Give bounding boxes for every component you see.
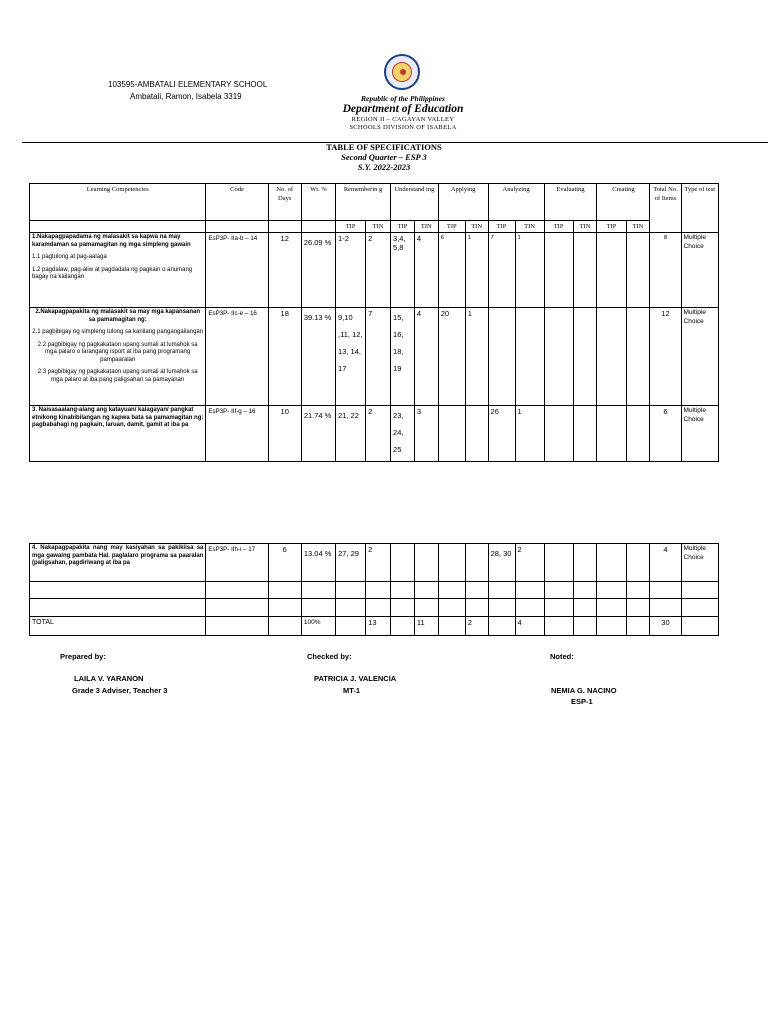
header-code: Code: [206, 184, 268, 221]
header-analyzing: Analyzing: [488, 184, 544, 221]
subheader-tin: TIN: [366, 221, 391, 233]
tos-table-upper: [29, 183, 719, 462]
noted-title: ESP-1: [571, 697, 593, 706]
subheader-tip: TIP: [336, 221, 366, 233]
days-cell: 18: [268, 308, 301, 406]
total-cell: 6: [650, 406, 681, 462]
total-applying: 2: [465, 617, 488, 636]
checked-name: PATRICIA J. VALENCIA: [314, 674, 397, 683]
table-row: [30, 406, 719, 462]
type-cell: Multiple Choice: [681, 233, 718, 308]
subheader-tin: TIN: [573, 221, 597, 233]
total-label: TOTAL: [30, 617, 206, 636]
competency-cell: [30, 308, 206, 406]
header-weight: Wt. %: [301, 184, 335, 221]
ana-tip-cell: 26: [488, 406, 515, 462]
subheader-tip: TIP: [544, 221, 573, 233]
rem-tip-cell: 1-2: [336, 233, 366, 308]
subheader-tip: TIP: [488, 221, 515, 233]
code-cell: EsP3P- IIa-b – 14: [206, 233, 268, 308]
subheader-tip: TIP: [391, 221, 415, 233]
table-row: [30, 544, 719, 582]
checked-label: Checked by:: [307, 652, 352, 661]
rem-tip-cell: 27, 29: [336, 544, 366, 582]
total-items: 30: [650, 617, 681, 636]
competency-sub: 1.2 pagdalaw, pag-aliw at pagdadala ng pagkain o anumang bagay na kailangan: [32, 266, 193, 280]
title-main: TABLE OF SPECIFICATIONS: [326, 142, 442, 152]
deped-header: [318, 54, 488, 132]
und-tin-cell: 4: [414, 233, 438, 308]
und-tip-cell: 23, 24, 25: [391, 406, 415, 462]
type-cell: Multiple Choice: [681, 308, 718, 406]
checked-title: MT-1: [343, 686, 361, 695]
header-creating: Creating: [597, 184, 650, 221]
prepared-label: Prepared by:: [60, 652, 106, 661]
weight-cell: 26.09 %: [301, 233, 335, 308]
rem-tin-cell: 2: [366, 544, 391, 582]
region-label: REGION II – CAGAYAN VALLEY: [351, 116, 455, 123]
document-title: [0, 142, 768, 172]
school-name: 103595-AMBATALI ELEMENTARY SCHOOL: [108, 80, 268, 89]
competency-cell: [30, 233, 206, 308]
total-weight: 100%: [301, 617, 335, 636]
subheader-tin: TIN: [465, 221, 488, 233]
header-days: No. of Days: [268, 184, 301, 221]
header-understanding: Understand ing: [391, 184, 439, 221]
type-cell: Multiple Choice: [681, 544, 718, 582]
days-cell: 12: [268, 233, 301, 308]
total-cell: 12: [650, 308, 681, 406]
school-address: Ambatali, Ramon, Isabela 3319: [130, 92, 242, 101]
und-tip-cell: 15, 16, 18, 19: [391, 308, 415, 406]
competency-text: 3. Naisasaalang-alang ang katayuan/ kalagayan/ pangkat etnikong kinabibilangan ng kapwa bata sa pamamagitan ng: pagbabahagi ng pagkain, laruan, damit, gamit at iba pa: [32, 407, 204, 428]
app-tin-cell: 1: [465, 308, 488, 406]
table-row: [30, 233, 719, 308]
table-row: [30, 308, 719, 406]
competency-sub: 1.1 pagtulong at pag-aalaga: [32, 254, 107, 260]
total-analyzing: 4: [515, 617, 544, 636]
app-tin-cell: 1: [465, 233, 488, 308]
table-row-empty: [30, 582, 719, 599]
app-tip-cell: 6: [438, 233, 465, 308]
competency-cell: [30, 544, 206, 582]
weight-cell: 39.13 %: [301, 308, 335, 406]
competency-text: 2.Nakapagpapakita ng malasakit sa may mga kapansanan sa pamamagitan ng:: [35, 309, 201, 323]
competency-sub: 2.2 pagbibigay ng pagkakataon upang sumali at lumahok sa mga palaro o larangang isport at iba pang programang pampaaralan: [37, 341, 198, 363]
school-header: [108, 79, 267, 103]
subheader-tip: TIP: [438, 221, 465, 233]
weight-cell: 13.04 %: [301, 544, 335, 582]
competency-text: 1.Nakapagpapadama ng malasakit sa kapwa na may karamdaman sa pamamagitan ng mga simpleng gawain: [32, 234, 191, 248]
und-tin-cell: 3: [414, 406, 438, 462]
noted-name: NEMIA G. NACINO: [551, 686, 617, 695]
subheader-tin: TIN: [626, 221, 650, 233]
ana-tip-cell: 28, 30: [488, 544, 515, 582]
subheader-tin: TIN: [414, 221, 438, 233]
table-row-empty: [30, 599, 719, 617]
days-cell: 10: [268, 406, 301, 462]
noted-label: Noted:: [550, 652, 574, 661]
header-evaluating: Evaluating: [544, 184, 597, 221]
competency-cell: [30, 406, 206, 462]
total-cell: 8: [650, 233, 681, 308]
und-tip-cell: 3,4, 5,8: [391, 233, 415, 308]
prepared-title: Grade 3 Adviser, Teacher 3: [72, 686, 168, 695]
header-applying: Applying: [438, 184, 488, 221]
tos-table-lower: [29, 543, 719, 636]
ana-tin-cell: 1: [515, 406, 544, 462]
title-quarter: Second Quarter – ESP 3: [341, 152, 427, 162]
competency-sub: 2.3 pagbibigay ng pagkakataon upang sumali at lumahok sa mga palaro at iba pang paligsahan sa pamayanan: [37, 369, 198, 383]
weight-cell: 21.74 %: [301, 406, 335, 462]
subheader-tip: TIP: [597, 221, 626, 233]
subheader-tin: TIN: [515, 221, 544, 233]
republic-label: Republic of the Philippines: [361, 94, 445, 103]
rem-tip-cell: 21, 22: [336, 406, 366, 462]
ana-tin-cell: 1: [515, 233, 544, 308]
rem-tip-cell: 9,10 ,11, 12, 13, 14, 17: [336, 308, 366, 406]
subheader-row: [30, 221, 719, 233]
rem-tin-cell: 2: [366, 233, 391, 308]
und-tin-cell: 4: [414, 308, 438, 406]
rem-tin-cell: 7: [366, 308, 391, 406]
ana-tin-cell: 2: [515, 544, 544, 582]
header-type: Type of test: [681, 184, 718, 233]
app-tip-cell: 20: [438, 308, 465, 406]
code-cell: EsP3P- IIf-g – 16: [206, 406, 268, 462]
rem-tin-cell: 2: [366, 406, 391, 462]
header-total: Total No. of Items: [650, 184, 681, 233]
total-understanding: 11: [414, 617, 438, 636]
competency-sub: 2.1 pagbibigay ng simpleng tulong sa kanilang pangangailangan: [32, 329, 204, 335]
code-cell: EsP3P- IIh-i – 17: [206, 544, 268, 582]
competency-text: 4. Nakapagpapakita nang may kasiyahan sa pakikiisa sa mga gawaing pambata Hal. paglalaro programa sa paaralan (paligsahan, pagdiriwang at iba pa: [32, 545, 204, 566]
header-row: [30, 184, 719, 221]
department-label: Department of Education: [342, 103, 464, 115]
prepared-name: LAILA V. YARANON: [74, 674, 144, 683]
division-label: SCHOOLS DIVISION OF ISABELA: [349, 124, 457, 131]
total-remembering: 13: [366, 617, 391, 636]
days-cell: 6: [268, 544, 301, 582]
code-cell: EsP3P- IIc-e – 16: [206, 308, 268, 406]
total-row: [30, 617, 719, 636]
title-sy: S.Y. 2022-2023: [357, 162, 411, 172]
header-learning-competencies: Learning Competencies: [30, 184, 206, 221]
total-cell: 4: [650, 544, 681, 582]
deped-seal-icon: [380, 54, 426, 92]
type-cell: Multiple Choice: [681, 406, 718, 462]
header-remembering: Rememberin g: [336, 184, 391, 221]
ana-tip-cell: 7: [488, 233, 515, 308]
